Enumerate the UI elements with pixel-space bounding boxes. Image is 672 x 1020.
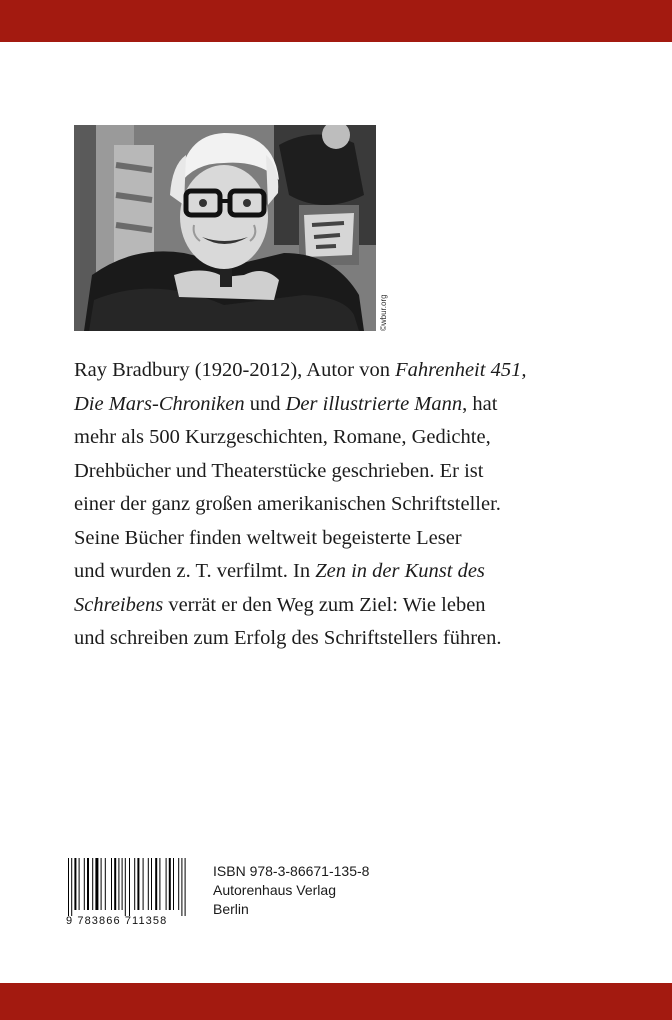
bio-line [74,522,554,556]
barcode-bar [185,858,186,916]
bottom-red-band [0,983,672,1020]
barcode-bar [148,858,149,910]
publisher-name: Autorenhaus Verlag [213,882,336,898]
bio-line [74,589,554,623]
barcode-digits: 9 783866 711358 [66,915,168,927]
barcode-bar [137,858,139,910]
bio-text: Ray Bradbury (1920-2012), Autor von [74,359,396,381]
bio-text: und wurden z. T. verfilmt. In [74,560,316,582]
barcode-bar [169,858,171,910]
bio-line [74,622,554,656]
barcode-bar [71,858,72,916]
barcode-bar [125,858,126,916]
bio-text: verrät er den Weg zum Ziel: Wie leben [163,593,486,616]
barcode-bar [143,858,144,910]
bio-line [74,388,554,422]
author-biography [74,354,554,656]
bio-line [74,354,554,388]
bio-line [74,488,554,522]
book-title: Fahrenheit 451, [395,359,527,381]
book-title: Der illustrierte Mann [285,392,463,415]
barcode-bar [111,858,112,910]
bio-text: mehr als 500 Kurzgeschichten, Romane, Gedichte, [74,426,491,448]
barcode-bar [173,858,174,910]
barcode-bar [155,858,157,910]
isbn-barcode [66,858,196,940]
barcode-bar [92,858,93,910]
barcode-bar [129,858,130,916]
barcode-bar [79,858,80,910]
barcode-bar [178,858,179,910]
book-title: Schreibens [74,593,164,616]
bio-text: und [244,392,286,415]
barcode-bar [159,858,160,910]
bio-text: Seine Bücher finden weltweit begeisterte Leser [74,526,462,549]
bio-line [74,455,554,489]
bio-text: einer der ganz großen amerikanischen Schriftsteller. [74,493,501,515]
barcode-bar [122,858,123,910]
isbn-number: ISBN 978-3-86671-135-8 [213,863,370,879]
publisher-city: Berlin [213,901,249,917]
barcode-bar [74,858,76,910]
bio-line [74,555,554,589]
barcode-bar [151,858,152,910]
photo-credit: ©wbur.org [379,294,388,331]
publication-info [213,862,369,919]
barcode-bar [134,858,135,910]
barcode-bar [95,858,98,910]
author-photo [74,125,376,331]
barcode-bar [87,858,89,910]
bio-line [74,421,554,455]
book-title: Zen in der Kunst des [315,560,485,582]
bio-text: und schreiben zum Erfolg des Schriftstellers führen. [74,627,502,649]
top-red-band [0,0,672,42]
bio-text: Drehbücher und Theaterstücke geschrieben. Er ist [74,459,484,482]
barcode-bar [105,858,106,910]
barcode-bar [166,858,167,910]
barcode-bar [181,858,182,916]
bio-text: , hat [462,392,498,415]
barcode-bar [84,858,85,910]
barcode-bar [114,858,116,910]
barcode-bar [118,858,119,910]
book-title: Die Mars-Chroniken [74,392,245,415]
barcode-bar [101,858,102,910]
barcode-bar [68,858,69,916]
